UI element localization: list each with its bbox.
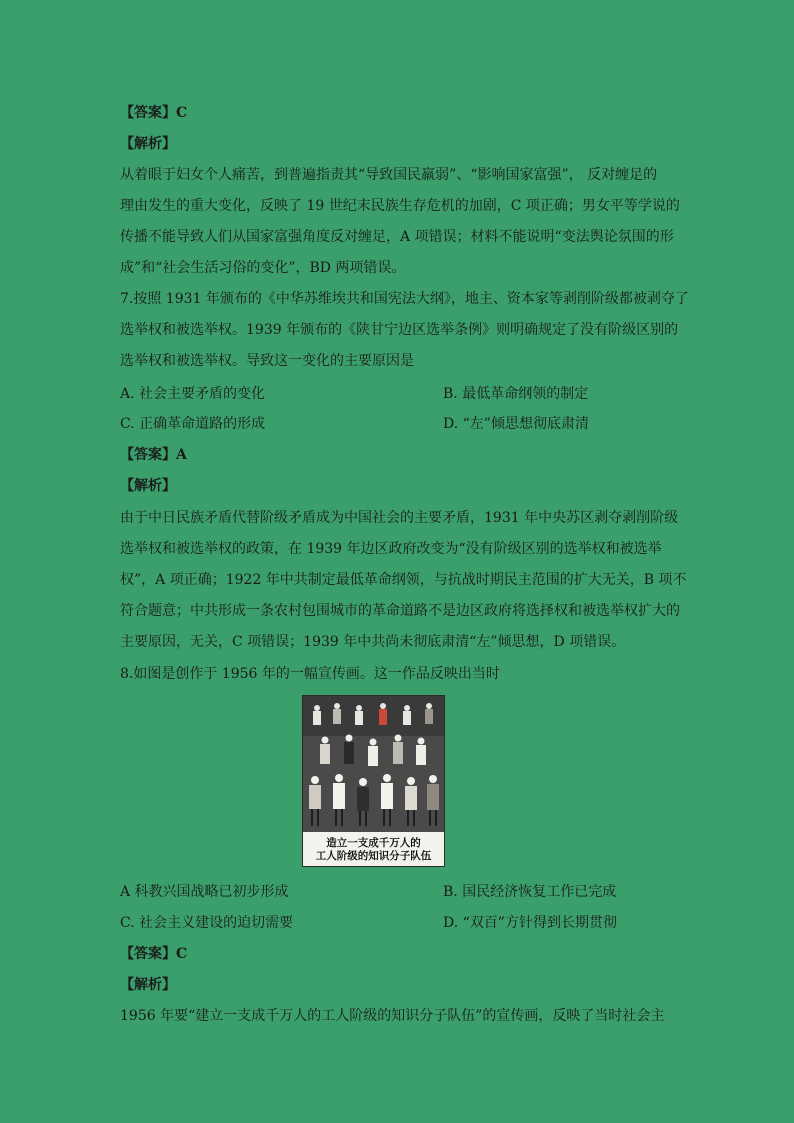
q7-stem-line: 选举权和被选举权。1939 年颁布的《陕甘宁边区选举条例》则明确规定了没有阶级区别的	[120, 322, 679, 338]
propaganda-poster-image	[302, 695, 445, 867]
q7-analysis-line: 符合题意；中共形成一条农村包围城市的革命道路不是边区政府将选择权和被选举权扩大的	[120, 603, 680, 619]
q6-analysis-line: 传播不能导致人们从国家富强角度反对缠足，A 项错误；材料不能说明“变法舆论氛围的形	[120, 229, 674, 245]
q8-option-b: B. 国民经济恢复工作已完成	[443, 884, 617, 900]
poster-crowd-illustration	[303, 696, 444, 832]
q6-analysis-label: 【解析】	[120, 136, 176, 152]
q8-answer: 【答案】C	[120, 946, 188, 962]
q7-analysis-line: 选举权和被选举权的政策，在 1939 年边区政府改变为“没有阶级区别的选举权和被选举	[120, 541, 662, 557]
q7-analysis-line: 由于中日民族矛盾代替阶级矛盾成为中国社会的主要矛盾，1931 年中央苏区剥夺剥削阶级	[120, 510, 679, 526]
q7-stem-line: 7.按照 1931 年颁布的《中华苏维埃共和国宪法大纲》，地主、资本家等剥削阶级都被剥夺了	[120, 291, 689, 307]
q7-analysis-line: 主要原因，无关，C 项错误；1939 年中共尚未彻底肃清“左”倾思想，D 项错误。	[120, 634, 626, 650]
poster-caption-line: 造立一支成千万人的	[326, 837, 421, 849]
q6-answer: 【答案】C	[120, 105, 188, 121]
q7-stem-line: 选举权和被选举权。导致这一变化的主要原因是	[120, 353, 414, 369]
q8-analysis-line: 1956 年要“建立一支成千万人的工人阶级的知识分子队伍”的宣传画，反映了当时社会主	[120, 1008, 665, 1024]
q7-analysis-label: 【解析】	[120, 478, 176, 494]
q6-analysis-line: 从着眼于妇女个人痛苦，到普遍指责其“导致国民羸弱”、“影响国家富强”， 反对缠足的	[120, 167, 658, 183]
poster-caption	[307, 837, 440, 863]
q8-stem: 8.如图是创作于 1956 年的一幅宣传画。这一作品反映出当时	[120, 666, 500, 682]
q6-analysis-line: 成”和“社会生活习俗的变化”，BD 两项错误。	[120, 260, 406, 276]
q7-option-c: C. 正确革命道路的形成	[120, 416, 266, 432]
poster-caption-line: 工人阶级的知识分子队伍	[315, 850, 432, 862]
q6-analysis-line: 理由发生的重大变化，反映了 19 世纪末民族生存危机的加剧，C 项正确；男女平等学说的	[120, 198, 680, 214]
q8-option-a: A 科教兴国战略已初步形成	[120, 884, 289, 900]
q7-option-a: A. 社会主要矛盾的变化	[120, 386, 266, 402]
q7-answer: 【答案】A	[120, 447, 187, 463]
q8-option-d: D. “双百”方针得到长期贯彻	[443, 915, 617, 931]
q8-option-c: C. 社会主义建设的迫切需要	[120, 915, 294, 931]
q7-option-b: B. 最低革命纲领的制定	[443, 386, 589, 402]
q7-analysis-line: 权”，A 项正确；1922 年中共制定最低革命纲领，与抗战时期民主范围的扩大无关，B 项不	[120, 572, 687, 588]
q8-analysis-label: 【解析】	[120, 977, 176, 993]
q7-option-d: D. “左”倾思想彻底肃清	[443, 416, 589, 432]
